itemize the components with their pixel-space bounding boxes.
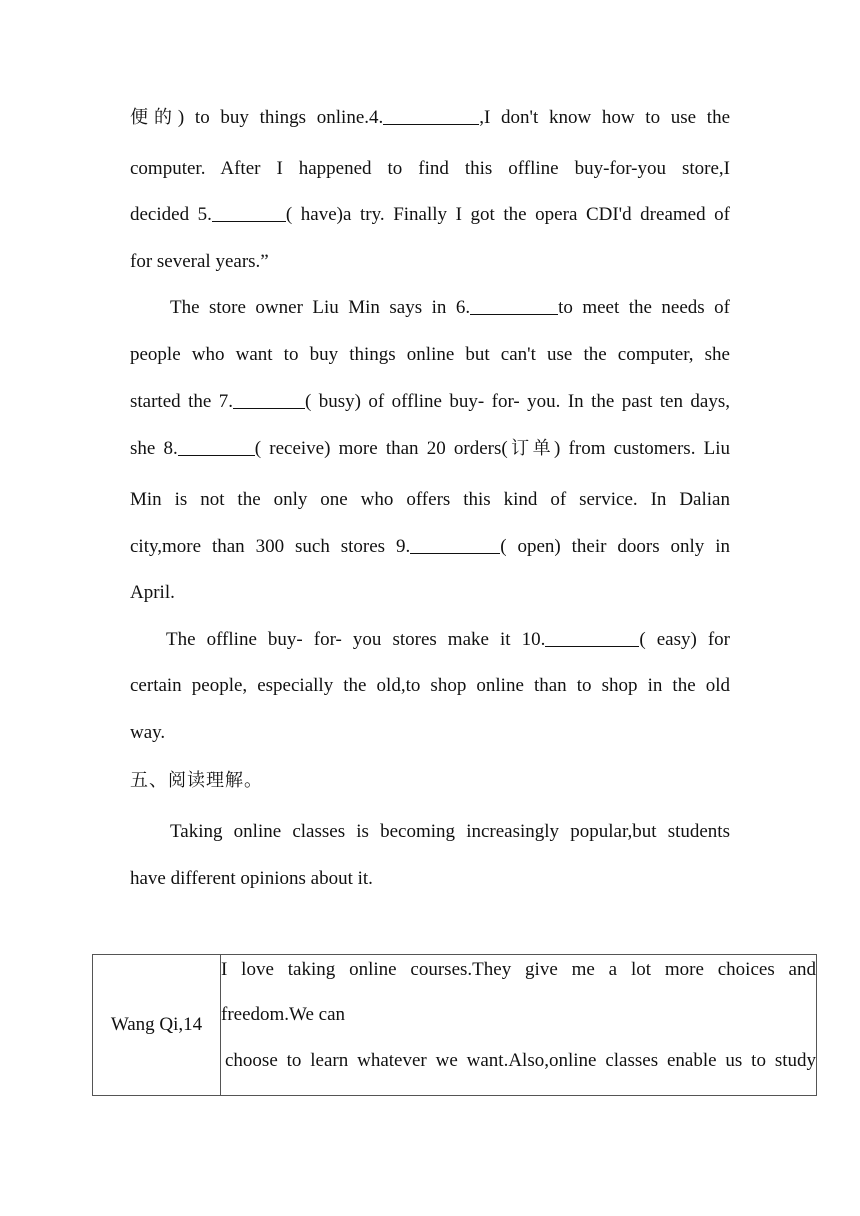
opinion-text-cell [221,955,817,1096]
cjk-text: 便的 [130,107,178,128]
passage-line: April. [130,582,175,603]
answer-blank-10[interactable] [545,626,639,647]
passage-line: way. [130,722,166,743]
passage-line: certain people, especially the old,to shop online than to shop in the old [130,675,730,696]
passage-line: started the 7. ( busy) of offline buy- for- you. In the past ten days, [130,387,730,417]
answer-blank-6[interactable] [470,294,558,315]
passage-line: city,more than 300 such stores 9. ( open) their doors only in [130,532,730,562]
answer-blank-5[interactable] [212,201,286,222]
table-row [93,955,817,1096]
opinion-line: I love taking online courses.They give me a lot more choices and [221,959,816,980]
passage-line: Min is not the only one who offers this kind of service. In Dalian [130,489,730,510]
passage-line: people who want to buy things online but can't use the computer, she [130,344,730,365]
section-heading: 五、阅读理解。 [130,770,263,791]
passage-line: decided 5. ( have)a try. Finally I got the opera CDI'd dreamed of [130,200,730,230]
cjk-text: 订单 [507,438,555,459]
passage-line: she 8. ( receive) more than 20 orders(订单) from customers. Liu [130,434,730,464]
answer-blank-7[interactable] [233,388,305,409]
reading-intro-line: have different opinions about it. [130,868,373,889]
passage-line: The store owner Liu Min says in 6. to meet the needs of [170,293,730,323]
answer-blank-4[interactable] [383,104,479,125]
answer-blank-8[interactable] [178,435,255,456]
opinion-line: choose to learn whatever we want.Also,online classes enable us to study [225,1050,816,1071]
passage-line: for several years.” [130,251,269,272]
opinion-line: freedom.We can [221,1004,346,1025]
reading-intro-line: Taking online classes is becoming increasingly popular,but students [170,821,730,842]
passage-line: computer. After I happened to find this offline buy-for-you store,I [130,158,730,179]
student-name-cell: Wang Qi,14 [93,955,221,1096]
opinions-table [92,954,817,1096]
passage-line: The offline buy- for- you stores make it 10. ( easy) for [166,625,730,655]
answer-blank-9[interactable] [410,533,500,554]
passage-line: 便的) to buy things online.4. ,I don't know how to use the [130,103,730,133]
